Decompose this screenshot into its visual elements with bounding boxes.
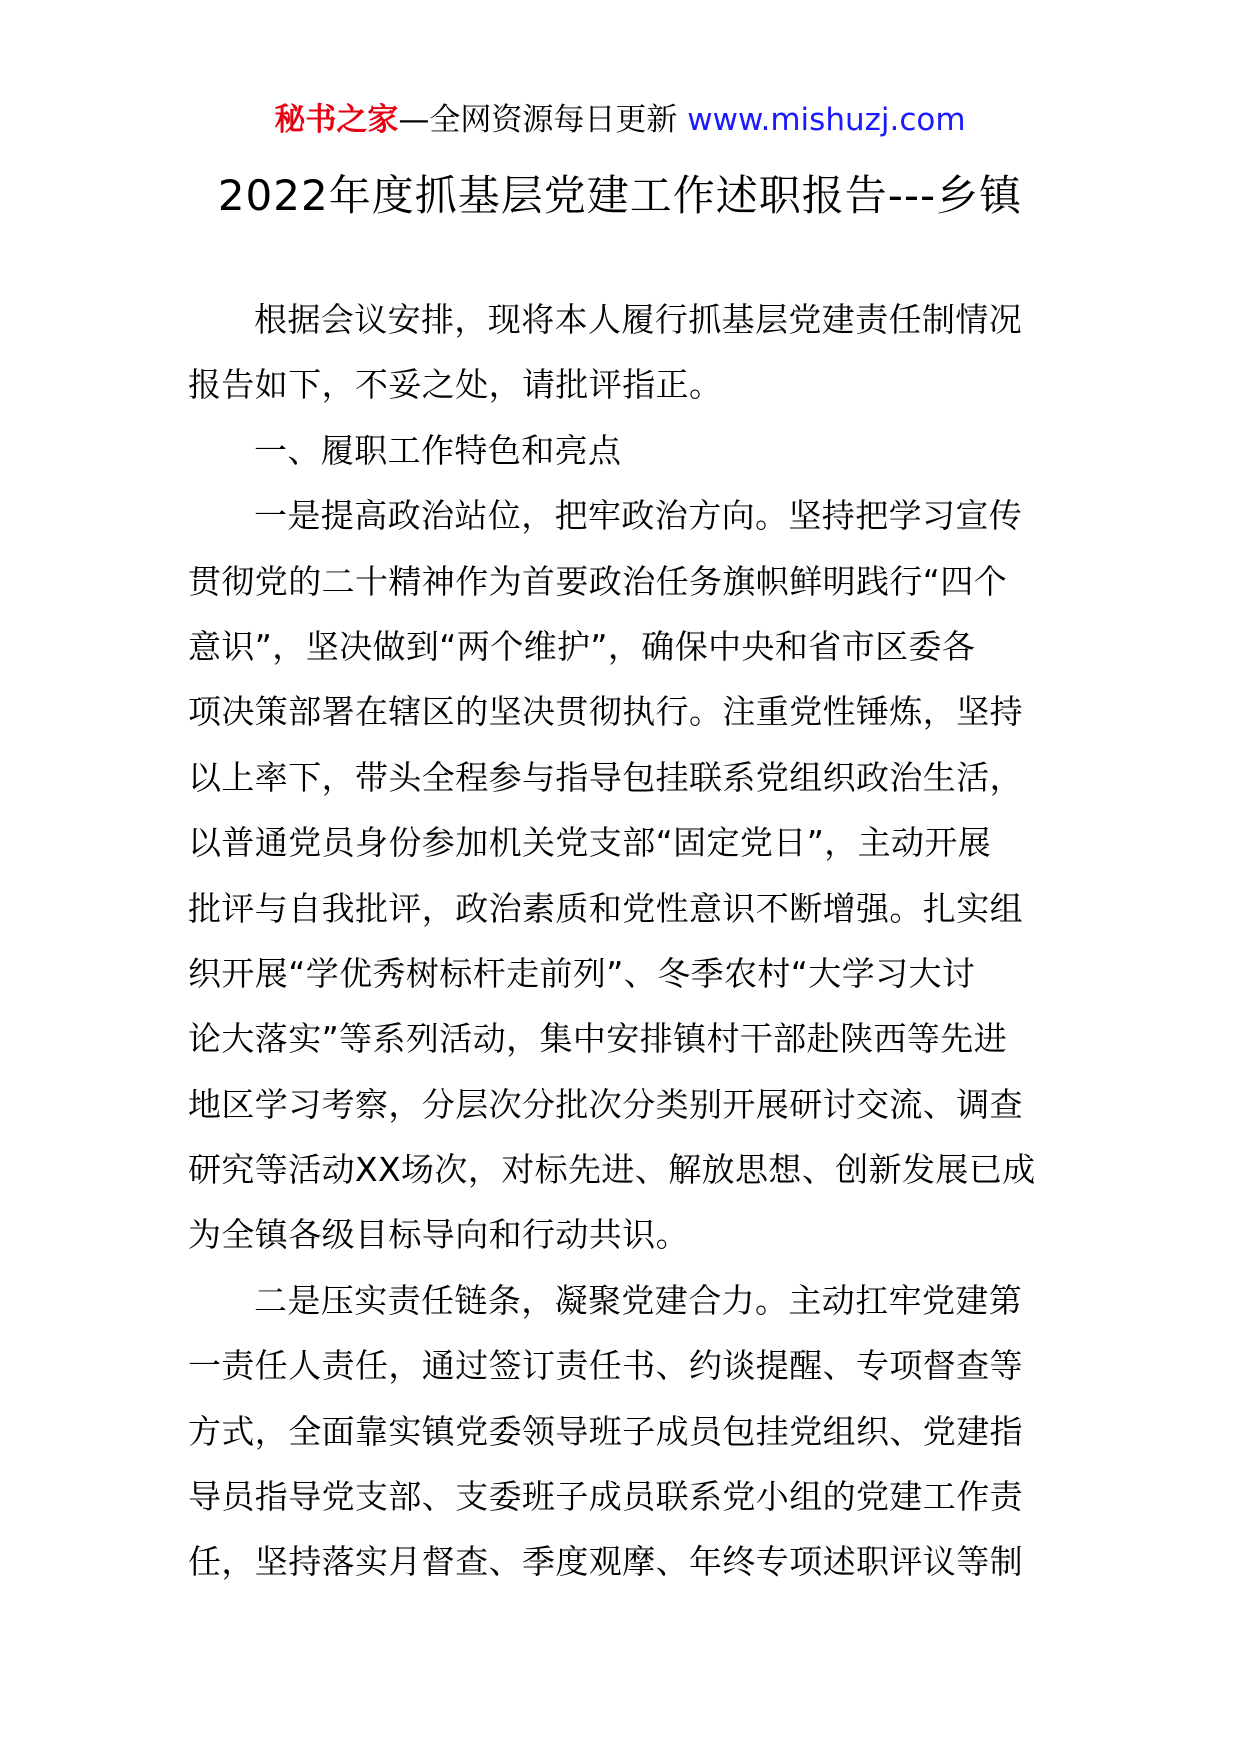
text-line: 任，坚持落实月督查、季度观摩、年终专项述职评议等制 <box>188 1542 1023 1582</box>
text-line: 以上率下，带头全程参与指导包挂联系党组织政治生活， <box>188 757 1023 797</box>
site-slogan: —全网资源每日更新 <box>398 102 678 138</box>
text-line: 贯彻党的二十精神作为首要政治任务旗帜鲜明践行“四个 <box>188 561 1008 601</box>
text-line: 织开展“学优秀树标杆走前列”、冬季农村“大学习大讨 <box>188 953 976 993</box>
section-heading: 一、履职工作特色和亮点 <box>254 430 622 470</box>
document-body <box>188 295 1054 1603</box>
text-line: 方式，全面靠实镇党委领导班子成员包挂党组织、党建指 <box>188 1411 1023 1451</box>
text-line: 意识”，坚决做到“两个维护”，确保中央和省市区委各 <box>188 626 976 666</box>
text-line: 以普通党员身份参加机关党支部“固定党日”，主动开展 <box>188 823 992 863</box>
text-line: 批评与自我批评，政治素质和党性意识不断增强。扎实组 <box>188 888 1023 928</box>
text-line: 报告如下，不妥之处，请批评指正。 <box>188 365 723 405</box>
site-header <box>0 98 1240 142</box>
text-line: 项决策部署在辖区的坚决贯彻执行。注重党性锤炼，坚持 <box>188 692 1023 732</box>
text-line: 为全镇各级目标导向和行动共识。 <box>188 1215 689 1255</box>
text-line: 一是提高政治站位，把牢政治方向。坚持把学习宣传 <box>254 496 1023 536</box>
site-brand: 秘书之家 <box>274 102 399 138</box>
text-line: 论大落实”等系列活动，集中安排镇村干部赴陕西等先进 <box>188 1019 1008 1059</box>
text-line: 二是压实责任链条，凝聚党建合力。主动扛牢党建第 <box>254 1280 1023 1320</box>
text-line: 地区学习考察，分层次分批次分类别开展研讨交流、调查 <box>188 1084 1023 1124</box>
text-line: 导员指导党支部、支委班子成员联系党小组的党建工作责 <box>188 1477 1023 1517</box>
text-line: 根据会议安排，现将本人履行抓基层党建责任制情况 <box>254 300 1023 339</box>
document-title: 2022年度抓基层党建工作述职报告---乡镇 <box>217 171 1023 220</box>
text-line: 一责任人责任，通过签订责任书、约谈提醒、专项督查等 <box>188 1346 1023 1386</box>
text-line: 研究等活动XX场次，对标先进、解放思想、创新发展已成 <box>188 1150 1036 1190</box>
site-url-link[interactable]: www.mishuzj.com <box>687 102 966 138</box>
